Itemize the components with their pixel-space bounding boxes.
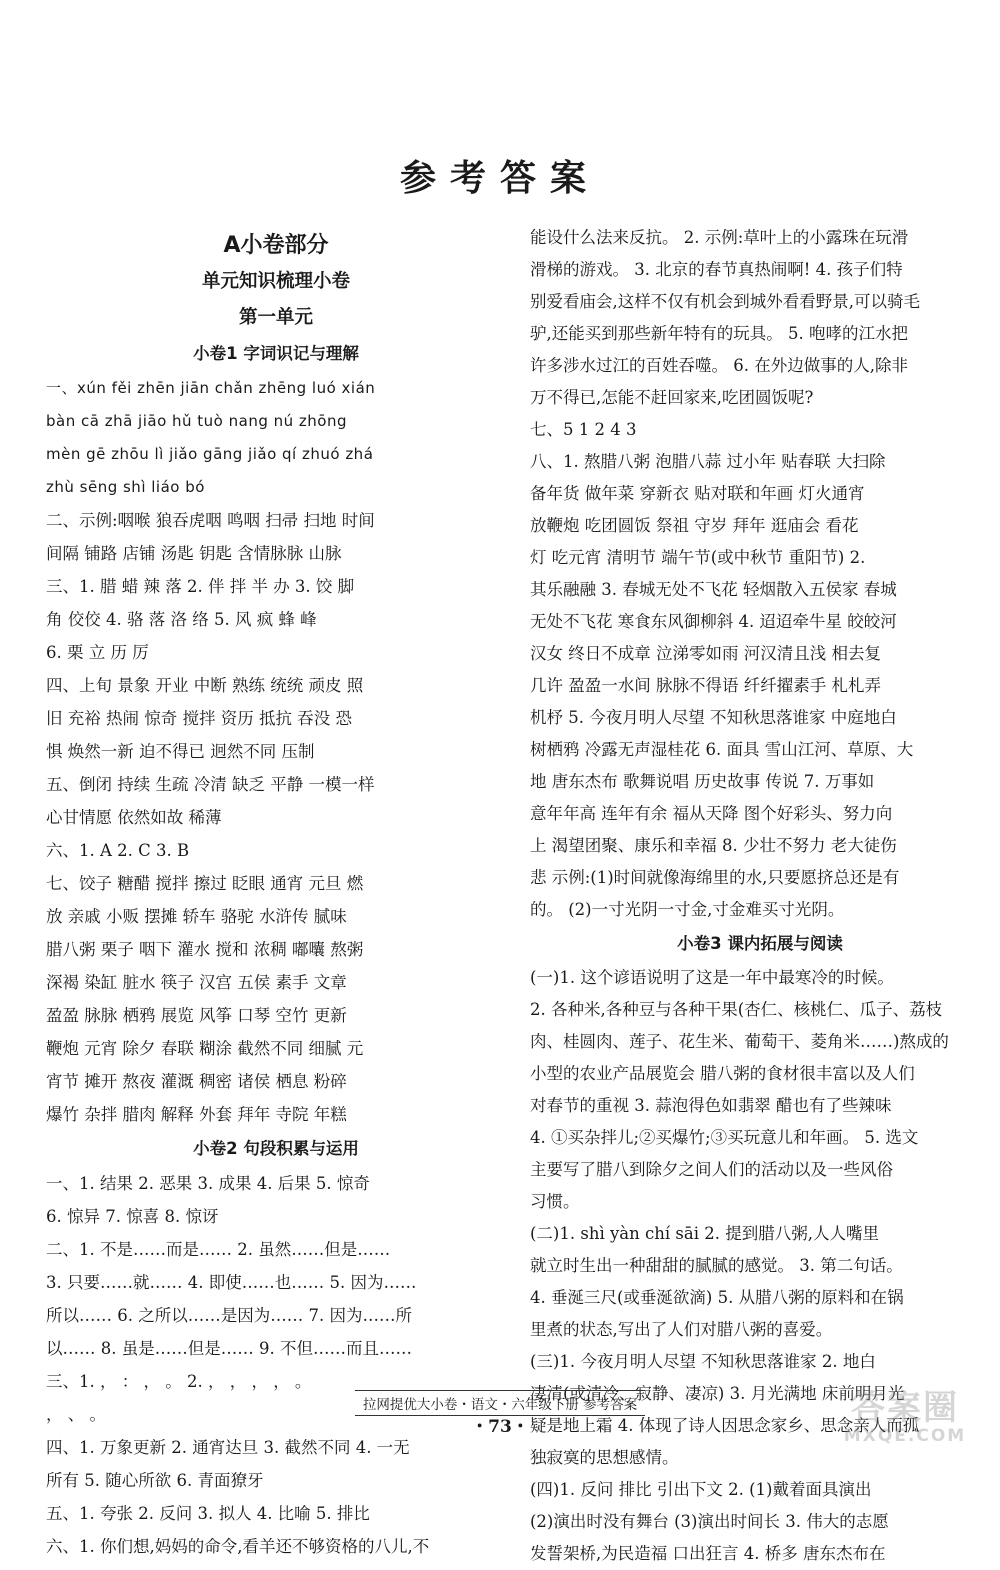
- answer-line: 鞭炮 元宵 除夕 春联 糊涂 截然不同 细腻 元: [46, 1039, 364, 1058]
- answer-line: 四、上旬 景象 开业 中断 熟练 统统 顽皮 照: [46, 676, 364, 695]
- watermark-text: 答案圈: [851, 1388, 959, 1428]
- answer-line: 上 渴望团聚、康乐和幸福 8. 少壮不努力 老大徒伤: [530, 836, 897, 855]
- section-heading-1: 小卷1 字词识记与理解: [193, 344, 359, 363]
- answer-line: 许多涉水过江的百姓吞噬。 6. 在外边做事的人,除非: [530, 356, 908, 375]
- answer-line: 悲 示例:(1)时间就像海绵里的水,只要愿挤总还是有: [530, 868, 900, 887]
- answer-line: 一、xún fěi zhēn jiān chǎn zhēng luó xián: [46, 379, 376, 397]
- answer-line: 3. 只要……就…… 4. 即使……也…… 5. 因为……: [46, 1273, 417, 1292]
- answer-line: 角 佼佼 4. 骆 落 洛 络 5. 风 疯 蜂 峰: [46, 610, 317, 629]
- answer-line: (二)1. shì yàn chí sāi 2. 提到腊八粥,人人嘴里: [530, 1224, 879, 1243]
- answer-line: 放 亲戚 小贩 摆摊 轿车 骆驼 水浒传 腻味: [46, 907, 347, 926]
- answer-line: 疑是地上霜 4. 体现了诗人因思念家乡、思念亲人而孤: [530, 1416, 920, 1435]
- answer-line: 盈盈 脉脉 栖鸦 展览 风筝 口琴 空竹 更新: [46, 1006, 347, 1025]
- answer-line: (三)1. 今夜月明人尽望 不知秋思落谁家 2. 地白: [530, 1352, 876, 1371]
- answer-line: 对春节的重视 3. 蒜泡得色如翡翠 醋也有了些辣味: [530, 1096, 892, 1115]
- answer-line: 放鞭炮 吃团圆饭 祭祖 守岁 拜年 逛庙会 看花: [530, 516, 859, 535]
- answer-line: 6. 栗 立 历 厉: [46, 643, 149, 662]
- answer-line: 的。 (2)一寸光阴一寸金,寸金难买寸光阴。: [530, 900, 845, 919]
- answer-line: 所以…… 6. 之所以……是因为…… 7. 因为……所: [46, 1306, 412, 1325]
- answer-line: 意年年高 连年有余 福从天降 图个好彩头、努力向: [530, 804, 893, 823]
- answer-line: 小型的农业产品展览会 腊八粥的食材很丰富以及人们: [530, 1064, 915, 1083]
- subsection-heading: 单元知识梳理小卷: [201, 271, 350, 292]
- answer-line: 腊八粥 栗子 咽下 灌水 搅和 浓稠 嘟囔 熬粥: [46, 940, 364, 959]
- part-heading: A小卷部分: [223, 233, 329, 258]
- answer-line: 肉、桂圆肉、莲子、花生米、葡萄干、菱角米……)熬成的: [530, 1032, 949, 1051]
- answer-line: 一、1. 结果 2. 恶果 3. 成果 4. 后果 5. 惊奇: [46, 1174, 370, 1193]
- answer-line: 万不得已,怎能不赶回家来,吃团圆饭呢?: [530, 388, 814, 407]
- answer-line: 五、倒闭 持续 生疏 冷清 缺乏 平静 一模一样: [46, 775, 375, 794]
- answer-line: 八、1. 熬腊八粥 泡腊八蒜 过小年 贴春联 大扫除: [530, 452, 886, 471]
- watermark-url: MXQE.COM: [843, 1426, 967, 1446]
- answer-line: 机杼 5. 今夜月明人尽望 不知秋思落谁家 中庭地白: [530, 708, 897, 727]
- answer-line: 地 唐东杰布 歌舞说唱 历史故事 传说 7. 万事如: [530, 772, 875, 791]
- answer-line: 间隔 铺路 店铺 汤匙 钥匙 含情脉脉 山脉: [46, 544, 342, 563]
- answer-line: 宵节 摊开 熬夜 灌溉 稠密 诸侯 栖息 粉碎: [46, 1072, 347, 1091]
- answer-line: 里煮的状态,写出了人们对腊八粥的喜爱。: [530, 1320, 833, 1339]
- answer-line: 所有 5. 随心所欲 6. 青面獠牙: [46, 1471, 264, 1490]
- answer-line: 2. 各种米,各种豆与各种干果(杏仁、核桃仁、瓜子、荔枝: [530, 1000, 943, 1019]
- answer-line: 别爱看庙会,这样不仅有机会到城外看看野景,可以骑毛: [530, 292, 920, 311]
- answer-line: 其乐融融 3. 春城无处不飞花 轻烟散入五侯家 春城: [530, 580, 897, 599]
- answer-line: 爆竹 杂拌 腊肉 解释 外套 拜年 寺院 年糕: [46, 1105, 347, 1124]
- answer-line: 几许 盈盈一水间 脉脉不得语 纤纤擢素手 札札弄: [530, 676, 881, 695]
- answer-line: 树栖鸦 冷露无声湿桂花 6. 面具 雪山江河、草原、大: [530, 740, 914, 759]
- answer-line: 七、饺子 糖醋 搅拌 擦过 眨眼 通宵 元旦 燃: [46, 874, 364, 893]
- answer-line: 凄清(或清冷、寂静、凄凉) 3. 月光满地 床前明月光: [530, 1384, 905, 1403]
- answer-line: 五、1. 夸张 2. 反问 3. 拟人 4. 比喻 5. 排比: [46, 1504, 370, 1523]
- answer-line: 滑梯的游戏。 3. 北京的春节真热闹啊! 4. 孩子们特: [530, 260, 903, 279]
- answer-line: 三、1. 腊 蜡 辣 落 2. 伴 拌 半 办 3. 饺 脚: [46, 577, 355, 596]
- answer-line: 四、1. 万象更新 2. 通宵达旦 3. 截然不同 4. 一无: [46, 1438, 410, 1457]
- unit-heading: 第一单元: [238, 307, 313, 328]
- answer-line: 三、1. ， ： ， 。 2. ， ， ， ， 。: [46, 1372, 312, 1391]
- answer-line: 旧 充裕 热闹 惊奇 搅拌 资历 抵抗 吞没 恐: [46, 709, 352, 728]
- answer-line: 深褐 染缸 脏水 筷子 汉宫 五侯 素手 文章: [46, 973, 347, 992]
- answer-line: 无处不飞花 寒食东风御柳斜 4. 迢迢牵牛星 皎皎河: [530, 612, 897, 631]
- answer-line: zhù sēng shì liáo bó: [46, 478, 205, 496]
- footer-text: 拉网提优大小卷・语文・六年级下册 参考答案: [355, 1390, 645, 1416]
- answer-line: 就立时生出一种甜甜的腻腻的感觉。 3. 第二句话。: [530, 1256, 903, 1275]
- answer-line: ， 、 。: [46, 1405, 106, 1424]
- answer-line: 惧 焕然一新 迫不得已 迥然不同 压制: [46, 742, 315, 761]
- answer-line: 习惯。: [530, 1192, 580, 1211]
- answer-line: 独寂寞的思想感情。: [530, 1448, 679, 1467]
- answer-line: 6. 惊异 7. 惊喜 8. 惊讶: [46, 1207, 219, 1226]
- answer-line: 二、示例:咽喉 狼吞虎咽 鸣咽 扫帚 扫地 时间: [46, 511, 375, 530]
- answer-line: 备年货 做年菜 穿新衣 贴对联和年画 灯火通宵: [530, 484, 865, 503]
- page-number: ・73・: [471, 1417, 529, 1437]
- answer-line: 二、1. 不是……而是…… 2. 虽然……但是……: [46, 1240, 391, 1259]
- answer-line: mèn gē zhōu lì jiǎo gāng jiǎo qí zhuó zhá: [46, 445, 374, 463]
- answer-line: (四)1. 反问 排比 引出下文 2. (1)戴着面具演出: [530, 1480, 872, 1499]
- answer-line: 能设什么法来反抗。 2. 示例:草叶上的小露珠在玩滑: [530, 228, 909, 247]
- right-column: [530, 222, 990, 1570]
- answer-line: 主要写了腊八到除夕之间人们的活动以及一些风俗: [530, 1160, 893, 1179]
- section-heading-3: 小卷3 课内拓展与阅读: [677, 934, 843, 953]
- answer-line: 七、5 1 2 4 3: [530, 420, 637, 439]
- left-column: [46, 228, 506, 1563]
- answer-line: (2)演出时没有舞台 (3)演出时间长 3. 伟大的志愿: [530, 1512, 889, 1531]
- answer-line: 4. ①买杂拌儿;②买爆竹;③买玩意儿和年画。 5. 选文: [530, 1128, 919, 1147]
- answer-line: 六、1. 你们想,妈妈的命令,看羊还不够资格的八儿,不: [46, 1537, 430, 1556]
- answer-line: 4. 垂涎三尺(或垂涎欲滴) 5. 从腊八粥的原料和在锅: [530, 1288, 904, 1307]
- answer-line: 驴,还能买到那些新年特有的玩具。 5. 咆哮的江水把: [530, 324, 908, 343]
- answer-line: 灯 吃元宵 清明节 端午节(或中秋节 重阳节) 2.: [530, 548, 866, 567]
- watermark-logo: [820, 1390, 990, 1450]
- answer-line: (一)1. 这个谚语说明了这是一年中最寒冷的时候。: [530, 968, 894, 987]
- page-title: 参考答案: [399, 158, 600, 199]
- answer-line: bàn cā zhā jiāo hǔ tuò nang nú zhōng: [46, 412, 347, 430]
- section-heading-2: 小卷2 句段积累与运用: [193, 1139, 359, 1158]
- answer-line: 发誓架桥,为民造福 口出狂言 4. 桥多 唐东杰布在: [530, 1544, 886, 1563]
- answer-line: 六、1. A 2. C 3. B: [46, 841, 190, 860]
- answer-line: 汉女 终日不成章 泣涕零如雨 河汉清且浅 相去复: [530, 644, 881, 663]
- answer-line: 以…… 8. 虽是……但是…… 9. 不但……而且……: [46, 1339, 412, 1358]
- answer-line: 心甘情愿 依然如故 稀薄: [46, 808, 222, 827]
